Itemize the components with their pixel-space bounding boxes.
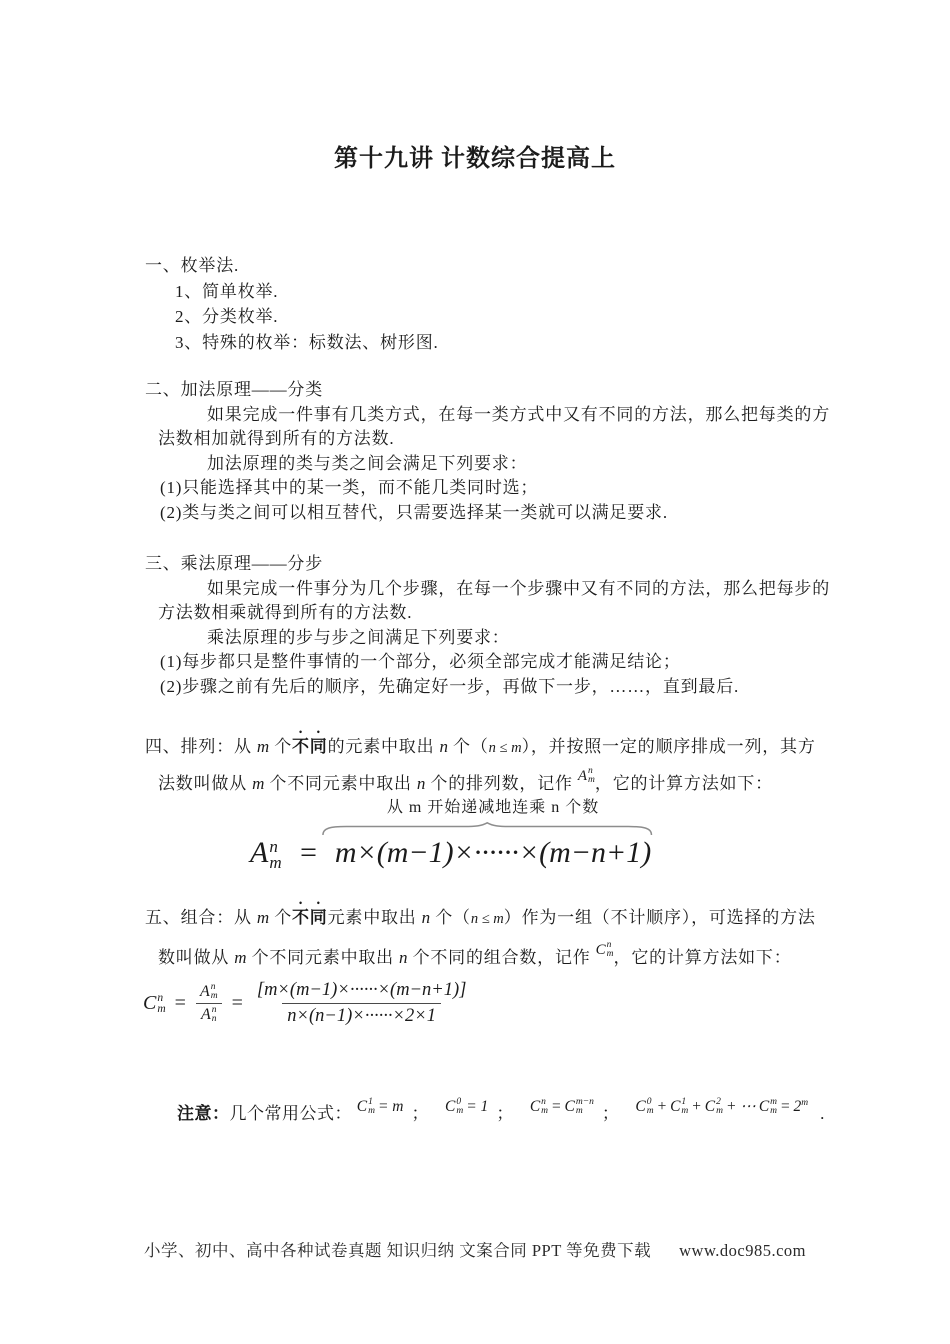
section-addition-principle bbox=[145, 378, 830, 526]
fraction-A bbox=[195, 983, 223, 1025]
text-segment: 个的排列数，记作 bbox=[425, 773, 578, 793]
text-segment: ），并按照一定的顺序排成一列，其方 bbox=[521, 737, 816, 756]
note-formula-2: C 0 m = 1 bbox=[445, 1097, 489, 1117]
fraction-numerator: A n m bbox=[199, 981, 218, 1001]
permutation-definition-line1 bbox=[145, 727, 825, 762]
fraction-numerator: [m×(m−1)×······×(m−n+1)] bbox=[256, 980, 467, 1000]
formula-lhs bbox=[143, 992, 166, 1015]
equals-sign: = bbox=[174, 992, 186, 1014]
overbrace bbox=[321, 822, 653, 836]
section-combination bbox=[145, 898, 825, 972]
math-condition: n ≤ m bbox=[488, 740, 522, 756]
list-item: 1、简单枚举. bbox=[175, 281, 279, 301]
text-segment: 个 bbox=[269, 737, 292, 756]
text-segment: 个不同元素中取出 bbox=[246, 947, 400, 967]
math-var: m bbox=[256, 908, 270, 927]
fraction-denominator: n×(n−1)×······×2×1 bbox=[282, 1003, 441, 1027]
paragraph-line: 加法原理的类与类之间会满足下列要求： bbox=[207, 453, 528, 473]
math-var: n bbox=[416, 773, 426, 793]
rule-item: (2)步骤之前有先后的顺序，先确定好一步，再做下一步，……，直到最后. bbox=[160, 676, 740, 696]
note-formula-3: C n m = C m−n m bbox=[529, 1097, 594, 1117]
separator: ； bbox=[411, 1104, 429, 1123]
overbrace-label: 从 m 开始递减地连乘 n 个数 bbox=[386, 799, 600, 816]
text-segment: 的元素中取出 bbox=[327, 737, 440, 756]
text-segment: 个 bbox=[269, 908, 292, 927]
emphasis-term: 不同 bbox=[292, 737, 328, 756]
math-scripts: n m bbox=[157, 992, 166, 1016]
formula-rhs-group bbox=[334, 799, 652, 870]
paragraph-line: 法数相加就得到所有的方法数. bbox=[158, 429, 395, 449]
separator: ； bbox=[496, 1104, 514, 1123]
text-segment: 个（ bbox=[430, 908, 471, 927]
footer-text: 小学、初中、高中各种试卷真题 知识归纳 文案合同 PPT 等免费下载 bbox=[143, 1241, 652, 1260]
math-scripts: n m bbox=[588, 766, 595, 786]
math-var: m bbox=[234, 947, 247, 967]
separator: ； bbox=[601, 1104, 620, 1123]
math-condition: n ≤ m bbox=[470, 911, 504, 927]
text-segment: 四、排列：从 bbox=[145, 737, 257, 756]
math-var: n bbox=[399, 947, 408, 967]
paragraph-line: 如果完成一件事分为几个步骤，在每一个步骤中又有不同的方法，那么把每步的 bbox=[207, 578, 830, 598]
fraction-expanded bbox=[252, 980, 472, 1027]
math-var: m bbox=[256, 737, 270, 756]
equals-sign: = bbox=[298, 836, 319, 869]
math-base: A bbox=[577, 767, 588, 784]
section-permutation bbox=[145, 727, 825, 798]
text-segment: 五、组合：从 bbox=[145, 908, 257, 927]
section-heading: 二、加法原理——分类 bbox=[145, 380, 323, 399]
note-line bbox=[177, 1099, 825, 1124]
text-segment: 法数叫做从 bbox=[158, 773, 253, 793]
paragraph-line: 如果完成一件事有几类方式，在每一类方式中又有不同的方法，那么把每类的方 bbox=[207, 404, 830, 424]
footer-url: www.doc985.com bbox=[679, 1241, 807, 1260]
text-segment: 元素中取出 bbox=[327, 908, 422, 927]
text-segment: ）作为一组（不计顺序），可选择的方法 bbox=[503, 908, 816, 927]
inline-formula-A-m-n bbox=[578, 764, 595, 790]
paragraph-line: 方法数相乘就得到所有的方法数. bbox=[158, 603, 413, 623]
math-var: n bbox=[439, 737, 448, 756]
rule-item: (1)只能选择其中的某一类，而不能几类同时选； bbox=[160, 478, 539, 498]
math-scripts: n m bbox=[269, 836, 282, 873]
note-formula-4: C 0 m + C 1 m + C 2 m + ⋯ C m m = $2^m$ bbox=[635, 1097, 809, 1117]
text-segment: 个不同的组合数，记作 bbox=[407, 947, 596, 967]
page-title: 第十九讲 计数综合提高上 bbox=[334, 146, 616, 172]
emphasis-term: 不同 bbox=[292, 908, 328, 927]
fraction-denominator: A n n bbox=[196, 1003, 222, 1024]
formula-rhs: m×(m−1)×······×(m−n+1) bbox=[334, 836, 652, 869]
list-item: 2、分类枚举. bbox=[175, 307, 279, 326]
text-segment: 数叫做从 bbox=[158, 947, 235, 967]
section-heading: 一、枚举法. bbox=[145, 256, 240, 275]
section-enumeration bbox=[145, 253, 825, 355]
rule-item: (1)每步都只是整件事情的一个部分，必须全部完成才能满足结论； bbox=[160, 652, 681, 672]
section-heading: 三、乘法原理——分步 bbox=[145, 554, 323, 573]
note-intro: 几个常用公式： bbox=[229, 1104, 352, 1123]
list-item: 3、特殊的枚举：标数法、树形图. bbox=[175, 332, 439, 352]
text-segment: 个不同元素中取出 bbox=[264, 773, 417, 793]
math-var: n bbox=[421, 908, 431, 927]
text-segment: ，它的计算方法如下： bbox=[594, 773, 773, 793]
math-base: C bbox=[595, 941, 606, 958]
rule-item: (2)类与类之间可以相互替代，只需要选择某一类就可以满足要求. bbox=[160, 502, 668, 522]
math-base: C bbox=[143, 991, 157, 1014]
note-label: 注意： bbox=[177, 1104, 230, 1123]
paragraph-line: 乘法原理的步与步之间满足下列要求： bbox=[207, 627, 510, 647]
section-multiplication-principle bbox=[145, 552, 830, 700]
text-segment: ，它的计算方法如下： bbox=[613, 947, 792, 967]
combination-definition-line1 bbox=[145, 898, 825, 933]
equals-sign: = bbox=[231, 992, 243, 1014]
combination-formula bbox=[143, 980, 471, 1027]
formula-lhs bbox=[250, 836, 282, 873]
math-scripts: n m bbox=[606, 940, 614, 960]
permutation-formula bbox=[250, 799, 652, 873]
note-formula-1: C 1 m = m bbox=[356, 1097, 404, 1117]
math-var: m bbox=[252, 773, 265, 793]
period: . bbox=[820, 1104, 825, 1123]
inline-formula-C-m-n bbox=[596, 938, 614, 964]
math-base: A bbox=[250, 836, 269, 869]
page-footer bbox=[0, 1237, 950, 1261]
text-segment: 个（ bbox=[447, 737, 489, 756]
combination-definition-line2 bbox=[158, 940, 825, 973]
